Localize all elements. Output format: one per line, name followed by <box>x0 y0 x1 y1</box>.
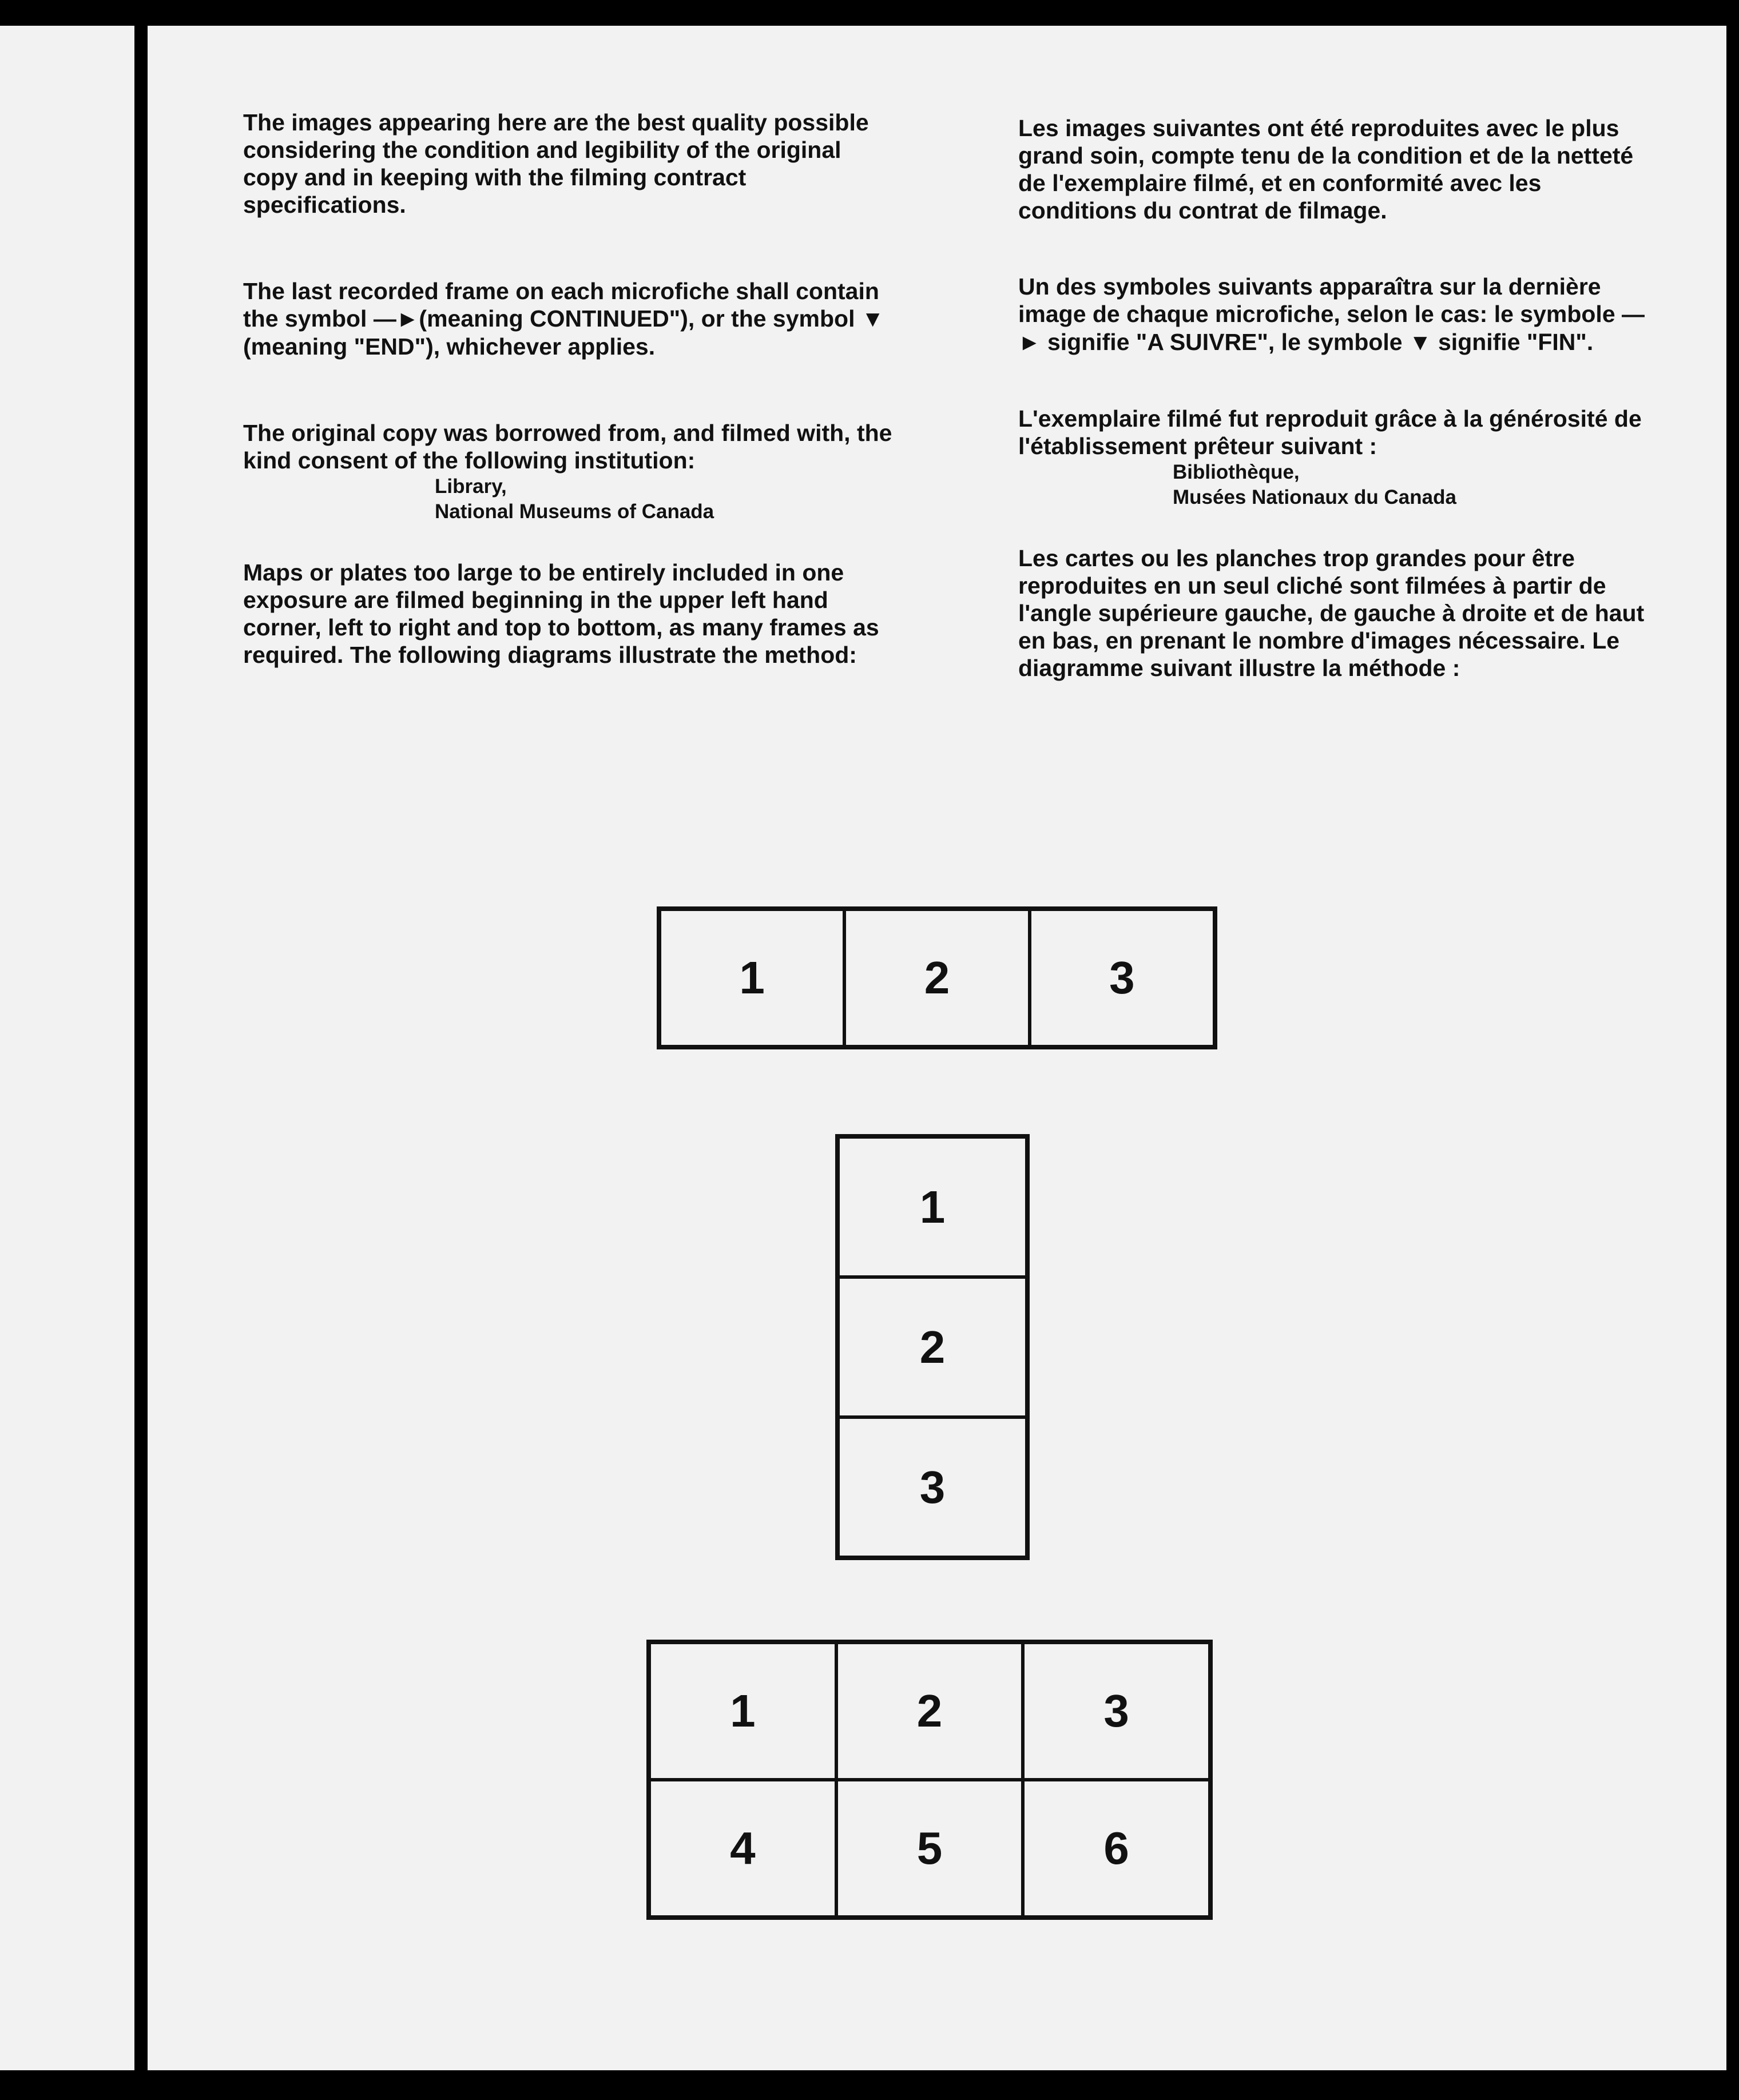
diagram-cell: 6 <box>1023 1780 1210 1917</box>
diagram-block-of-six <box>646 1640 1213 1920</box>
french-maps-note: Les cartes ou les planches trop grandes pour être reproduites en un seul cliché sont filmées à partir de l'angle supérieure gauche, de gauche à droite et de haut en bas, en prenant le nombre d'images nécessaire. Le diagramme suivant illustre la méthode : <box>1018 545 1645 681</box>
english-symbol-note <box>243 277 895 360</box>
triangle-down-icon: ▼ <box>1409 330 1432 355</box>
diagram-cell: 2 <box>844 909 1029 1047</box>
diagram-cell: 3 <box>838 1417 1027 1557</box>
triangle-down-icon: ▼ <box>861 307 884 332</box>
french-institution <box>1173 460 1647 510</box>
english-maps-note: Maps or plates too large to be entirely included in one exposure are filmed beginning in the upper left hand corner, left to right and top to bottom, as many frames as required. The following diagrams illustrate the method: <box>243 559 879 668</box>
french-column <box>1018 114 1647 682</box>
diagram-cell: 1 <box>660 909 844 1047</box>
french-symbol-note <box>1018 273 1647 356</box>
diagram-cell: 4 <box>649 1780 836 1917</box>
english-institution-line2: National Museums of Canada <box>435 500 714 523</box>
english-column <box>243 109 895 669</box>
diagram-cell: 3 <box>1030 909 1214 1047</box>
french-symbol-text-b: signifie "A SUIVRE", le symbole <box>1041 329 1410 355</box>
diagram-cell: 3 <box>1023 1642 1210 1780</box>
diagram-cell: 5 <box>836 1780 1023 1917</box>
arrow-icon: —► <box>1018 302 1645 355</box>
english-institution-line1: Library, <box>435 475 507 498</box>
french-consent-note: L'exemplaire filmé fut reproduit grâce à la générosité de l'établissement prêteur suivant : <box>1018 405 1642 459</box>
diagram-row-of-three <box>657 906 1217 1049</box>
french-institution-line1: Bibliothèque, <box>1173 461 1300 483</box>
french-symbol-text-a: Un des symboles suivants apparaîtra sur la dernière image de chaque microfiche, selon le cas: le symbole <box>1018 273 1622 327</box>
english-symbol-text-b: (meaning CONTINUED"), or the symbol <box>419 305 861 332</box>
english-symbol-text-a: The last recorded frame on each microfiche shall contain the symbol <box>243 278 879 332</box>
english-quality-note: The images appearing here are the best quality possible considering the condition and legibility of the original copy and in keeping with the filming contract specifications. <box>243 109 869 218</box>
english-institution <box>435 474 895 524</box>
english-symbol-text-c: (meaning "END"), whichever applies. <box>243 333 656 360</box>
french-institution-line2: Musées Nationaux du Canada <box>1173 486 1456 508</box>
diagram-column-of-three <box>835 1134 1030 1560</box>
diagram-cell: 2 <box>836 1642 1023 1780</box>
english-consent-note: The original copy was borrowed from, and filmed with, the kind consent of the following institution: <box>243 420 892 474</box>
diagram-cell: 1 <box>838 1137 1027 1277</box>
diagram-cell: 1 <box>649 1642 836 1780</box>
french-symbol-text-c: signifie "FIN". <box>1431 329 1594 355</box>
left-margin-strip <box>0 26 134 2070</box>
arrow-icon: —► <box>373 307 419 332</box>
french-quality-note: Les images suivantes ont été reproduites avec le plus grand soin, compte tenu de la condition et de la netteté de l'exemplaire filmé, et en conformité avec les conditions du contrat de filmage. <box>1018 115 1634 224</box>
diagram-cell: 2 <box>838 1277 1027 1417</box>
